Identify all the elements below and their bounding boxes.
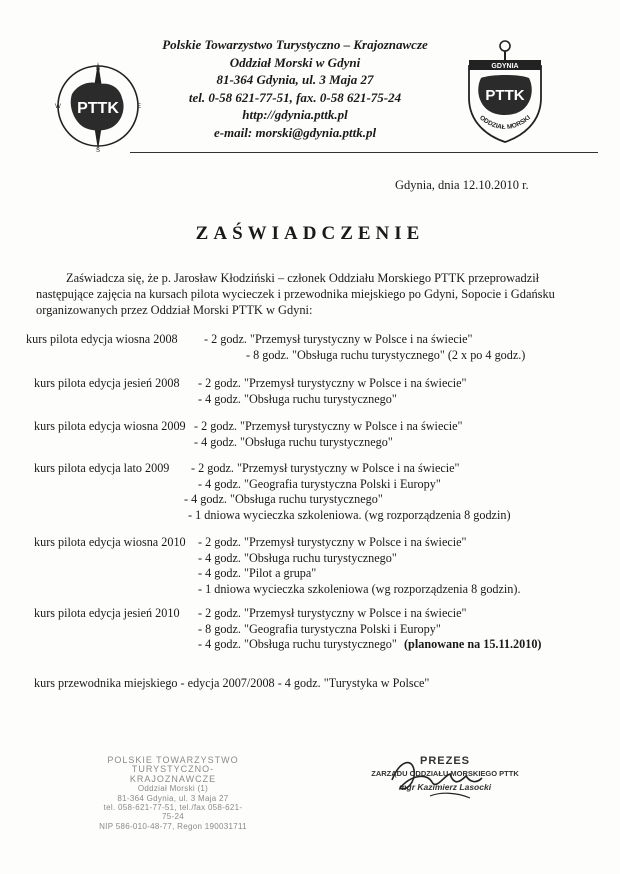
course-name: kurs pilota edycja jesień 2008 xyxy=(34,376,180,390)
course-item: - 4 godz. "Pilot a grupa" xyxy=(198,566,317,580)
course-name: kurs pilota edycja wiosna 2010 xyxy=(34,535,186,549)
header-org-name: Polskie Towarzystwo Turystyczno – Krajoznawcze xyxy=(162,37,428,52)
course-item: - 2 godz. "Przemysł turystyczny w Polsce i na świecie" xyxy=(194,419,463,433)
course-item: - 2 godz. "Przemysł turystyczny w Polsce i na świecie" xyxy=(204,332,473,346)
intro-paragraph xyxy=(36,270,591,318)
organization-header xyxy=(130,36,460,141)
logo-left-compass-s: S xyxy=(95,148,101,154)
course-item: - 4 godz. "Obsługa ruchu turystycznego" xyxy=(194,434,393,449)
intro-line-1: Zaświadcza się, że p. Jarosław Kłodziński – członek Oddziału Morskiego PTTK przeprowadził xyxy=(66,271,540,285)
stamp-title: PREZES xyxy=(419,755,470,767)
course-item: - 2 godz. "Przemysł turystyczny w Polsce i na świecie" xyxy=(198,376,467,390)
course-item: - 2 godz. "Przemysł turystyczny w Polsce i na świecie" xyxy=(198,606,467,620)
course-name: kurs pilota edycja wiosna 2008 xyxy=(26,332,178,346)
logo-left-text: PTTK xyxy=(77,100,119,117)
header-divider xyxy=(130,152,598,153)
intro-line-2: następujące zajęcia na kursach pilota wycieczek i przewodnika miejskiego po Gdyni, Sopocie i Gdańsku xyxy=(36,287,555,301)
logo-right-bottom-text: ODDZIAŁ MORSKI xyxy=(478,114,532,132)
stamp-line: tel. 058-621-77-51, tel./fax 058-621-75-24 xyxy=(103,803,243,822)
course-item: - 4 godz. "Obsługa ruchu turystycznego" xyxy=(198,550,397,565)
header-address: 81-364 Gdynia, ul. 3 Maja 27 xyxy=(216,72,374,87)
header-phone: tel. 0-58 621-77-51, fax. 0-58 621-75-24 xyxy=(188,89,402,105)
course-item: - 2 godz. "Przemysł turystyczny w Polsce i na świecie" xyxy=(191,461,460,475)
stamp-subtitle: ZARZĄDU ODDZIAŁU MORSKIEGO PTTK xyxy=(371,769,519,778)
planned-note: (planowane na 15.11.2010) xyxy=(404,637,542,651)
course-name: kurs pilota edycja wiosna 2009 xyxy=(34,419,186,433)
course-item: - 4 godz. "Obsługa ruchu turystycznego" xyxy=(198,391,397,406)
course-item: - 8 godz. "Geografia turystyczna Polski i Europy" xyxy=(198,621,441,636)
organization-stamp xyxy=(98,756,248,831)
stamp-line: TURYSTYCZNO-KRAJOZNAWCZE xyxy=(129,764,217,784)
stamp-line: 81-364 Gdynia, ul. 3 Maja 27 xyxy=(117,793,229,803)
header-website: http://gdynia.pttk.pl xyxy=(242,107,348,122)
logo-left-compass-n: N xyxy=(95,66,101,72)
stamp-name: mgr Kazimierz Lasocki xyxy=(398,782,492,792)
pttk-anchor-logo xyxy=(455,36,555,146)
course-name: kurs pilota edycja lato 2009 xyxy=(34,461,170,475)
stamp-line: NIP 586-010-48-77, Regon 190031711 xyxy=(99,821,247,831)
handwritten-signature xyxy=(370,752,520,812)
city-guide-course: kurs przewodnika miejskiego - edycja 2007/2008 - 4 godz. "Turystyka w Polsce" xyxy=(34,676,430,690)
logo-left-compass-w: W xyxy=(55,104,61,110)
logo-right-text: PTTK xyxy=(485,87,525,104)
course-item: - 1 dniowa wycieczka szkoleniowa (wg rozporządzenia 8 godzin). xyxy=(198,581,521,596)
course-item: - 4 godz. "Obsługa ruchu turystycznego" xyxy=(184,492,383,506)
course-item: - 8 godz. "Obsługa ruchu turystycznego" (2 x po 4 godz.) xyxy=(246,347,526,362)
course-name: kurs pilota edycja jesień 2010 xyxy=(34,606,180,620)
document-date: Gdynia, dnia 12.10.2010 r. xyxy=(395,178,529,192)
header-branch: Oddział Morski w Gdyni xyxy=(229,54,361,70)
logo-left-compass-e: E xyxy=(136,104,142,110)
header-email: e-mail: morski@gdynia.pttk.pl xyxy=(213,124,377,140)
course-item: - 4 godz. "Geografia turystyczna Polski i Europy" xyxy=(198,476,441,491)
course-item: - 4 godz. "Obsługa ruchu turystycznego" xyxy=(198,637,397,651)
course-item: - 1 dniowa wycieczka szkoleniowa. (wg rozporządzenia 8 godzin) xyxy=(188,507,511,522)
stamp-line: Oddział Morski (1) xyxy=(137,784,209,794)
stamp-line: POLSKIE TOWARZYSTWO xyxy=(107,755,239,765)
course-item: - 2 godz. "Przemysł turystyczny w Polsce i na świecie" xyxy=(198,535,467,549)
intro-line-3: organizowanych przez Oddział Morski PTTK w Gdyni: xyxy=(36,303,313,317)
logo-right-top-text: GDYNIA xyxy=(491,63,519,70)
document-title: ZAŚWIADCZENIE xyxy=(195,223,425,244)
